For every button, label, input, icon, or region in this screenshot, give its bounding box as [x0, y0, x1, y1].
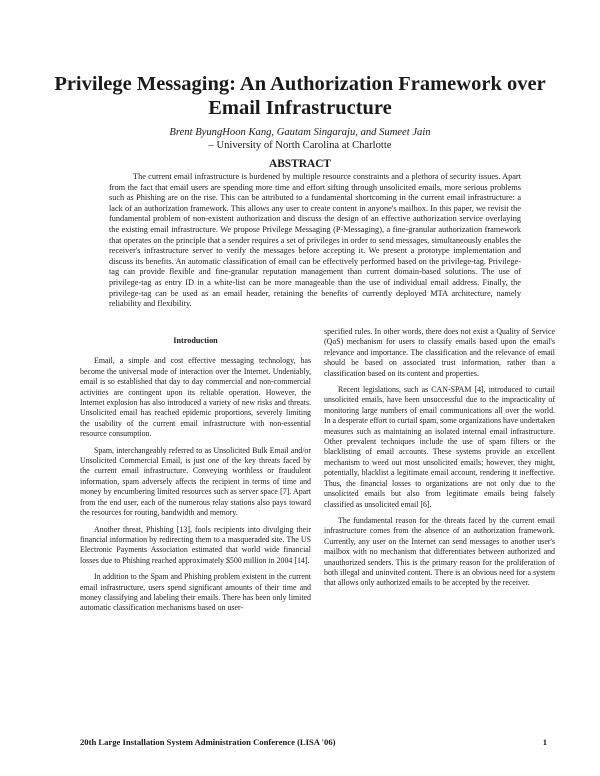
abstract-heading: ABSTRACT: [268, 158, 332, 170]
right-column: [324, 327, 555, 595]
body-paragraph: Spam, interchangeably referred to as Unsolicited Bulk Email and/or Unsolicited Commercial Email, is just one of the key threats faced by the current email infrastructure. Conveying worthless or fraudulent information, spam adversely affects the recipient in terms of time and money by encumbering limited resources such as server space [7]. Apart from the end user, each of the numerous relay stations also pays toward the resources for routing, bandwidth and memory.: [80, 445, 311, 518]
paper-title: Privilege Messaging: An Authorization Framework over Email Infrastructure: [54, 73, 546, 119]
conference-name: 20th Large Installation System Administration Conference (LISA '06): [80, 737, 336, 747]
body-paragraph: Email, a simple and cost effective messaging technology, has become the universal mode of interaction over the Internet. Undeniably, email is so established that day to day commercial and non-commercial activities are contingent upon its reliable operation. However, the Internet explosion has also introduced a variety of new risks and threats. Unsolicited email has reached epidemic proportions, severely limiting the usability of the current email infrastructure with non-essential resource consumption.: [80, 356, 311, 439]
body-paragraph: Recent legislations, such as CAN-SPAM [4], introduced to curtail unsolicited emails, have been unsuccessful due to the impracticality of monitoring large numbers of email communications all over the world. In a desperate effort to curtail spam, some organizations have undertaken measures such as maintaining an isolated internal email infrastructure. Other prevalent techniques include the use of spam filters or the blacklisting of email accounts. These systems provide an excellent mechanism to weed out most unsolicited emails; however, they might, potentially, blacklist a legitimate email account, rendering it ineffective. Thus, the financial losses to organizations are not only due to the unsolicited emails but also from legitimate emails being falsely classified as unsolicited email [6].: [324, 385, 555, 509]
body-paragraph: specified rules. In other words, there does not exist a Quality of Service (QoS) mechanism for users to classify emails based upon the email's relevance and importance. The classification and the relevance of email should be based on associated trust information, rather than a classification based on its content and properties.: [324, 327, 555, 378]
paper-affiliation: – University of North Carolina at Charlotte: [208, 140, 392, 151]
left-column: [80, 328, 311, 620]
abstract-text: The current email infrastructure is burdened by multiple resource constraints and a plethora of security issues. Apart from the fact that email users are spending more time and effort sifting through unsolicited emails, more serious problems such as Phishing are on the rise. This can be attributed to a fundamental shortcoming in the current email infrastructure: a lack of an authorization framework. This allows any user to create content in anyone's mailbox. In this paper, we revisit the fundamental problem of non-existent authorization and discuss the design of an effective authorization service overlaying the existing email infrastructure. We propose Privilege Messaging (P-Messaging), a fine-granular authorization framework that operates on the principle that a sender requires a set of privileges in order to send messages, simultaneously enables the receiver's infrastructure server to verify the messages before accepting it. We present a prototype implementation and discuss its benefits. An automatic classification of email can be effectively performed based on the privilege-tag. Privilege-tag can provide flexible and fine-granular reputation management than current domain-based solutions. The use of privilege-tag as entry ID in a white-list can be more manageable than the use of individual email address. Finally, the privilege-tag can be used as an email header, retaining the benefits of currently deployed MTA architecture, namely reliability and flexibility.: [109, 172, 521, 309]
introduction-heading: Introduction: [173, 336, 218, 345]
body-paragraph: The fundamental reason for the threats faced by the current email infrastructure comes from the absence of an authorization framework. Currently, any user on the Internet can send messages to another user's mailbox with no mechanism that differentiates between authorized and unauthorized senders. This is the primary reason for the proliferation of both illegal and uninvited content. There is an obvious need for a system that allows only authorized emails to be accepted by the receiver.: [324, 515, 555, 588]
paper-authors: Brent ByungHoon Kang, Gautam Singaraju, and Sumeet Jain: [169, 127, 431, 138]
body-paragraph: Another threat, Phishing [13], fools recipients into divulging their financial information by redirecting them to a masqueraded site. The US Electronic Payments Association estimated that world wide financial losses due to Phishing reached approximately $500 million in 2004 [14].: [80, 524, 311, 565]
page-number: 1: [542, 737, 547, 747]
body-paragraph: In addition to the Spam and Phishing problem existent in the current email infrastructure, users spend significant amounts of their time and money classifying and labeling their emails. There has been only limited automatic classification mechanisms based on user-: [80, 572, 311, 613]
